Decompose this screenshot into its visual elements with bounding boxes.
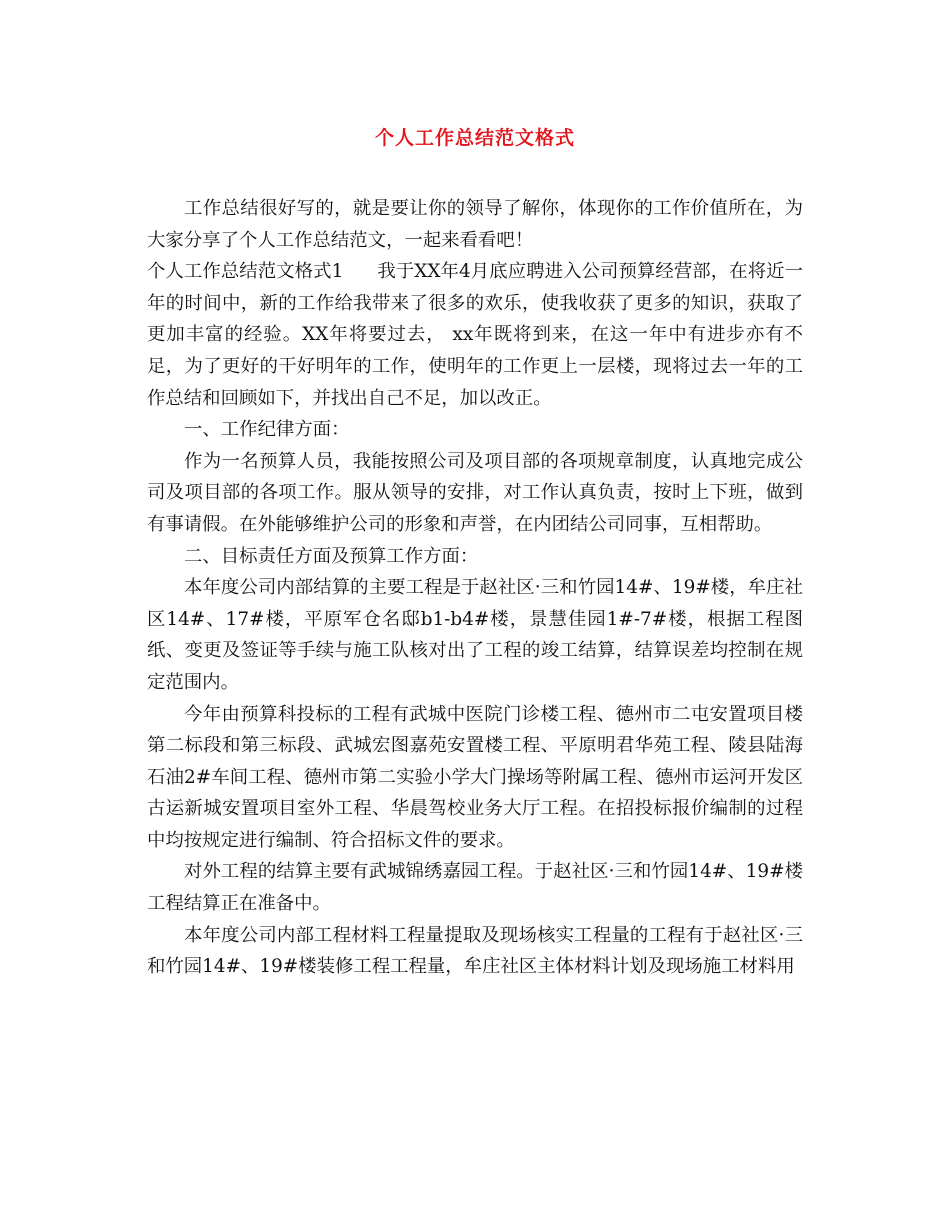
section-paragraph-1 — [147, 256, 803, 414]
section-text: 我于XX年4月底应聘进入公司预算经营部，在将近一年的时间中，新的工作给我带来了很多的欢乐，使我收获了更多的知识，获取了更加丰富的经验。XX年将要过去， xx年既将到来，在这一年中有进步亦有不足，为了更好的干好明年的工作，使明年的工作更上一层楼，现将过去一年的工作总结和回顾如下，并找出自己不足，加以改正。 — [147, 261, 804, 409]
subheading-discipline: 一、工作纪律方面： — [184, 419, 350, 441]
materials-paragraph: 本年度公司内部工程材料工程量提取及现场核实工程量的工程有于赵社区·三和竹园14#、19#楼装修工程工程量，牟庄社区主体材料计划及现场施工材料用 — [147, 924, 803, 978]
document-body — [147, 193, 803, 983]
external-paragraph: 对外工程的结算主要有武城锦绣嘉园工程。于赵社区·三和竹园14#、19#楼工程结算正在准备中。 — [147, 861, 803, 915]
bidding-paragraph: 今年由预算科投标的工程有武城中医院门诊楼工程、德州市二屯安置项目楼第二标段和第三标段、武城宏图嘉苑安置楼工程、平原明君华苑工程、陵县陆海石油2#车间工程、德州市第二实验小学大门操场等附属工程、德州市运河开发区古运新城安置项目室外工程、华晨驾校业务大厅工程。在招投标报价编制的过程中均按规定进行编制、符合招标文件的要求。 — [147, 703, 803, 851]
settlement-paragraph: 本年度公司内部结算的主要工程是于赵社区·三和竹园14#、19#楼，牟庄社区14#、17#楼，平原军仓名邸b1-b4#楼，景慧佳园1#-7#楼，根据工程图纸、变更及签证等手续与施工队核对出了工程的竣工结算，结算误差均控制在规定范围内。 — [147, 577, 803, 693]
discipline-paragraph: 作为一名预算人员，我能按照公司及项目部的各项规章制度，认真地完成公司及项目部的各项工作。服从领导的安排，对工作认真负责，按时上下班，做到有事请假。在外能够维护公司的形象和声誉，在内团结公司同事，互相帮助。 — [147, 450, 803, 535]
section-heading: 个人工作总结范文格式1 — [147, 261, 344, 283]
subheading-targets: 二、目标责任方面及预算工作方面： — [184, 545, 479, 567]
intro-paragraph: 工作总结很好写的，就是要让你的领导了解你，体现你的工作价值所在，为大家分享了个人工作总结范文，一起来看看吧！ — [147, 198, 803, 251]
document-title: 个人工作总结范文格式 — [374, 127, 575, 149]
